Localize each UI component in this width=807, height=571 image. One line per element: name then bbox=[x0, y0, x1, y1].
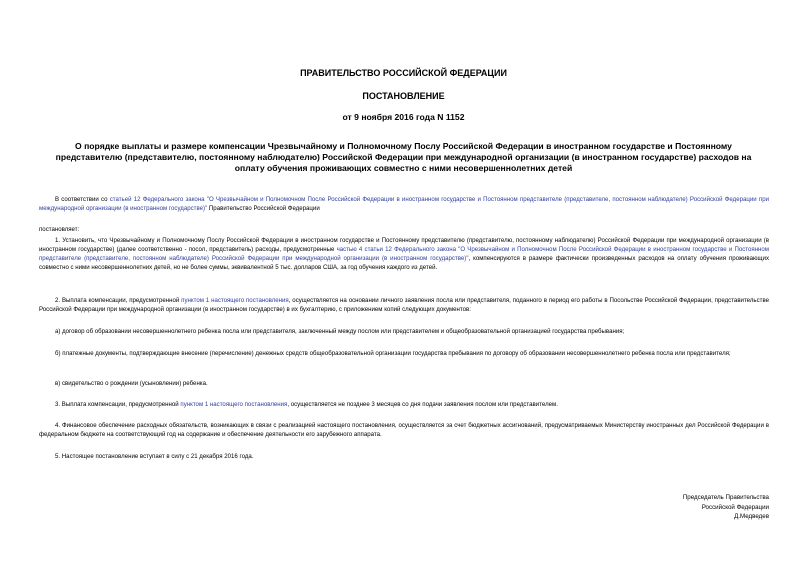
paragraph-1-law-link[interactable]: частью 4 статьи 12 Федерального закона "О Чрезвычайном и Полномочном После Российской Федерации в иностранном государстве и Постоянном представителе (представителе, постоянном наблюдателе) Российской Федерации при международной организации (в иностранном государстве)" bbox=[39, 246, 769, 262]
paragraph-2c bbox=[39, 379, 769, 388]
paragraph-2 bbox=[39, 296, 769, 314]
signature-country: Российской Федерации bbox=[701, 503, 769, 511]
decrees-label: постановляет: bbox=[39, 226, 80, 233]
paragraph-2-text-after: , осуществляется на основании личного заявления посла или представителя, поданного в период его работы в Посольстве Российской Федерации, представительстве Российской Федерации при международной организации (в иностранном государстве) в их бухгалтерию, с приложением копий следующих документов: bbox=[39, 297, 769, 313]
paragraph-2-link[interactable]: пунктом 1 настоящего постановления bbox=[181, 297, 289, 304]
paragraph-4-text: 4. Финансовое обеспечение расходных обязательств, возникающих в связи с реализацией настоящего постановления, осуществляется за счет бюджетных ассигнований, предусматриваемых Министерству иностранных дел Российской Федерации в федеральном бюджете на соответствующий год на содержание и обеспечение деятельности его зарубежного аппарата. bbox=[39, 422, 769, 438]
document-title: О порядке выплаты и размере компенсации Чрезвычайному и Полномочному Послу Российской Федерации в иностранном государстве и Постоянному представителю (представителю, постоянному наблюдателю) Российской Федерации при международной организации (в иностранном государстве) расходов на оплату обучения проживающих совместно с ними несовершеннолетних детей bbox=[55, 141, 752, 173]
signature-name: Д.Медведев bbox=[734, 513, 769, 521]
paragraph-2c-text: в) свидетельство о рождении (усыновлении) ребенка. bbox=[55, 380, 208, 387]
paragraph-5-text: 5. Настоящее постановление вступает в силу с 21 декабря 2016 года. bbox=[55, 453, 254, 460]
preamble-paragraph bbox=[39, 195, 769, 213]
paragraph-2b-text: б) платежные документы, подтверждающие внесение (перечисление) денежных средств общеобразовательной организации государства пребывания по договору об образовании несовершеннолетнего ребенка посла или представителя; bbox=[55, 350, 731, 357]
paragraph-2-text-before: 2. Выплата компенсации, предусмотренной bbox=[55, 297, 182, 304]
signature-position: Председатель Правительства bbox=[682, 494, 769, 501]
preamble-text-after: Правительство Российской Федерации bbox=[207, 205, 320, 212]
preamble-law-link[interactable]: статьей 12 Федерального закона "О Чрезвычайном и Полномочном После Российской Федерации в иностранном государстве и Постоянном представителе (представителе, постоянном наблюдателе) Российской Федерации при международной организации (в иностранном государстве)" bbox=[39, 196, 769, 212]
signature-block bbox=[683, 493, 769, 522]
paragraph-5 bbox=[39, 452, 769, 461]
paragraph-4 bbox=[39, 421, 769, 439]
paragraph-3-text-before: 3. Выплата компенсации, предусмотренной bbox=[55, 401, 181, 408]
date-number-heading: от 9 ноября 2016 года N 1152 bbox=[342, 112, 465, 122]
paragraph-1 bbox=[39, 236, 769, 272]
paragraph-2b bbox=[39, 349, 769, 358]
paragraph-2a bbox=[39, 327, 769, 336]
paragraph-3-link[interactable]: пунктом 1 настоящего постановления bbox=[180, 401, 288, 408]
preamble-text-before: В соответствии со bbox=[55, 196, 110, 203]
paragraph-3 bbox=[39, 400, 769, 409]
document-type-heading: ПОСТАНОВЛЕНИЕ bbox=[362, 91, 445, 101]
government-heading: ПРАВИТЕЛЬСТВО РОССИЙСКОЙ ФЕДЕРАЦИИ bbox=[300, 68, 507, 78]
paragraph-1-text-before: 1. Установить, что Чрезвычайному и Полномочному Послу Российской Федерации в иностранном государстве и Постоянному представителю (представителю, постоянному наблюдателю) Российской Федерации при международной организации (в иностранном государстве) (далее соответственно - посол, представитель) расходы, предусмотренные bbox=[39, 237, 769, 253]
paragraph-2a-text: а) договор об образовании несовершеннолетнего ребенка посла или представителя, заключенный между послом или представителем и общеобразовательной организацией государства пребывания; bbox=[55, 328, 625, 335]
paragraph-3-text-after: , осуществляется не позднее 3 месяцев со дня подачи заявления послом или представителем. bbox=[287, 401, 558, 408]
paragraph-1-text-after: , компенсируются в размере фактически произведенных расходов на оплату обучения проживающих совместно с ними несовершеннолетних детей, но не более суммы, эквивалентной 5 тыс. долларов США, за год обучения каждого из детей. bbox=[39, 255, 770, 271]
